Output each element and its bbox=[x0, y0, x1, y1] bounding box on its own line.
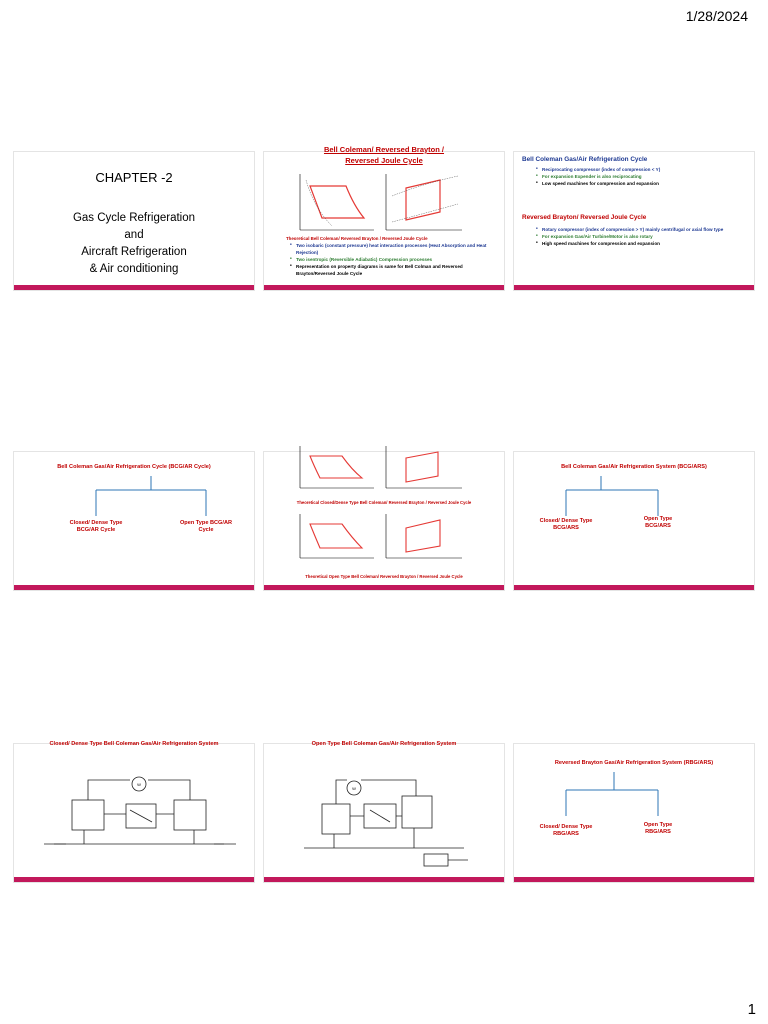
svg-text:W: W bbox=[137, 782, 141, 787]
slide-7-closed-system bbox=[14, 741, 254, 882]
page-number: 1 bbox=[747, 1001, 756, 1018]
closed-system-schematic bbox=[14, 744, 254, 882]
subtitle-line-1: Gas Cycle Refrigeration bbox=[72, 212, 196, 224]
slide-1-chapter-title bbox=[14, 152, 254, 290]
slide-3-cycle-comparison bbox=[514, 152, 754, 290]
tree-heading: Bell Coleman Gas/Air Refrigeration Cycle (BCG/AR Cycle) bbox=[57, 464, 211, 470]
slide-2-bell-coleman-cycle bbox=[264, 145, 504, 290]
bullets-bell-coleman bbox=[536, 166, 736, 187]
subtitle-line-4: & Air conditioning bbox=[89, 263, 179, 275]
slide-footer-bar bbox=[14, 877, 254, 882]
ts-diagram bbox=[382, 172, 464, 234]
slide-5-closed-open-cycles bbox=[264, 452, 504, 590]
slide-footer-bar bbox=[14, 585, 254, 590]
subtitle-line-3: Aircraft Refrigeration bbox=[81, 246, 187, 258]
open-cycle-caption: Theoretical Open Type Bell Coleman/ Reversed Brayton / Reversed Joule Cycle bbox=[305, 574, 463, 579]
slide-footer-bar bbox=[514, 585, 754, 590]
svg-text:W: W bbox=[352, 786, 356, 791]
slide-footer-bar bbox=[264, 877, 504, 882]
bullet-high-speed: • High speed machines for compression and expansion bbox=[536, 240, 732, 247]
print-date: 1/28/2024 bbox=[685, 8, 748, 24]
tree-right-label: Open Type RBG/ARS bbox=[643, 822, 673, 835]
slide-6-bcg-ars-types bbox=[514, 452, 754, 590]
system-heading: Closed/ Dense Type Bell Coleman Gas/Air Refrigeration System bbox=[49, 741, 219, 747]
cycle-bullets bbox=[290, 242, 490, 277]
bullet-reciprocating: • Reciprocating compressor (index of compression < Y) bbox=[536, 166, 736, 173]
heading-bell-coleman: Bell Coleman Gas/Air Refrigeration Cycle bbox=[522, 156, 648, 163]
bullet-rotary: • Rotary compressor (index of compression > Y) mainly centrifugal or axial flow type bbox=[536, 226, 732, 233]
slide-title bbox=[264, 144, 504, 166]
system-heading: Open Type Bell Coleman Gas/Air Refrigeration System bbox=[311, 741, 457, 747]
open-ts-diagram bbox=[382, 512, 464, 562]
tree-heading: Reversed Brayton Gas/Air Refrigeration System (RBG/ARS) bbox=[554, 760, 714, 766]
slide-4-bcg-ar-cycle-types bbox=[14, 452, 254, 590]
slide-footer-bar bbox=[514, 877, 754, 882]
tree-left-label: Closed/ Dense Type RBG/ARS bbox=[539, 824, 593, 837]
slide-title-line-2: Reversed Joule Cycle bbox=[345, 156, 423, 165]
bullet-isobaric: • Two isobaric (constant pressure) heat interaction processes (Heat Absorption and Heat Rejection) bbox=[290, 242, 490, 256]
tree-left-label: Closed/ Dense Type BCG/AR Cycle bbox=[69, 520, 123, 533]
slide-8-open-system bbox=[264, 741, 504, 882]
slide-9-rbg-ars-types bbox=[514, 744, 754, 882]
slide-footer-bar bbox=[264, 285, 504, 290]
slide-footer-bar bbox=[264, 585, 504, 590]
slide-footer-bar bbox=[14, 285, 254, 290]
closed-ts-diagram bbox=[382, 444, 464, 492]
chapter-title: CHAPTER -2 bbox=[95, 170, 173, 185]
open-pv-diagram bbox=[296, 512, 376, 562]
bullet-representation: • Representation on property diagrams is same for Bell Colman and Reversed Brayton/Reversed Joule Cycle bbox=[290, 263, 490, 277]
bullet-turbine: • For expansion Gas/Air Turbine/Motor is also rotary bbox=[536, 233, 732, 240]
heading-reversed-brayton: Reversed Brayton/ Reversed Joule Cycle bbox=[522, 214, 647, 221]
bullet-low-speed: • Low speed machines for compression and expansion bbox=[536, 180, 736, 187]
tree-connector bbox=[514, 744, 754, 882]
closed-pv-diagram bbox=[296, 444, 376, 492]
tree-left-label: Closed/ Dense Type BCG/ARS bbox=[539, 518, 593, 531]
slide-footer-bar bbox=[514, 285, 754, 290]
open-system-schematic bbox=[264, 744, 504, 882]
bullet-isentropic: • Two isentropic (Reversible Adiabatic) Compression processes bbox=[290, 256, 490, 263]
closed-cycle-caption: Theoretical Closed/Dense Type Bell Coleman/ Reversed Brayton / Reversed Joule Cycle bbox=[296, 500, 472, 505]
tree-right-label: Open Type BCG/AR Cycle bbox=[179, 520, 233, 533]
subtitle-line-2: and bbox=[124, 229, 144, 241]
bullets-reversed-brayton bbox=[536, 226, 732, 247]
tree-right-label: Open Type BCG/ARS bbox=[643, 516, 673, 529]
pv-diagram bbox=[296, 172, 376, 234]
slide-title-line-1: Bell Coleman/ Reversed Brayton / bbox=[323, 145, 445, 154]
cycle-caption: Theoretical Bell Coleman/ Reversed Brayton / Reversed Joule Cycle bbox=[286, 236, 428, 241]
chapter-subtitle bbox=[14, 210, 254, 278]
tree-heading: Bell Coleman Gas/Air Refrigeration System (BCG/ARS) bbox=[561, 464, 707, 470]
bullet-expander: • For expansion Expender is also reciprocating bbox=[536, 173, 736, 180]
